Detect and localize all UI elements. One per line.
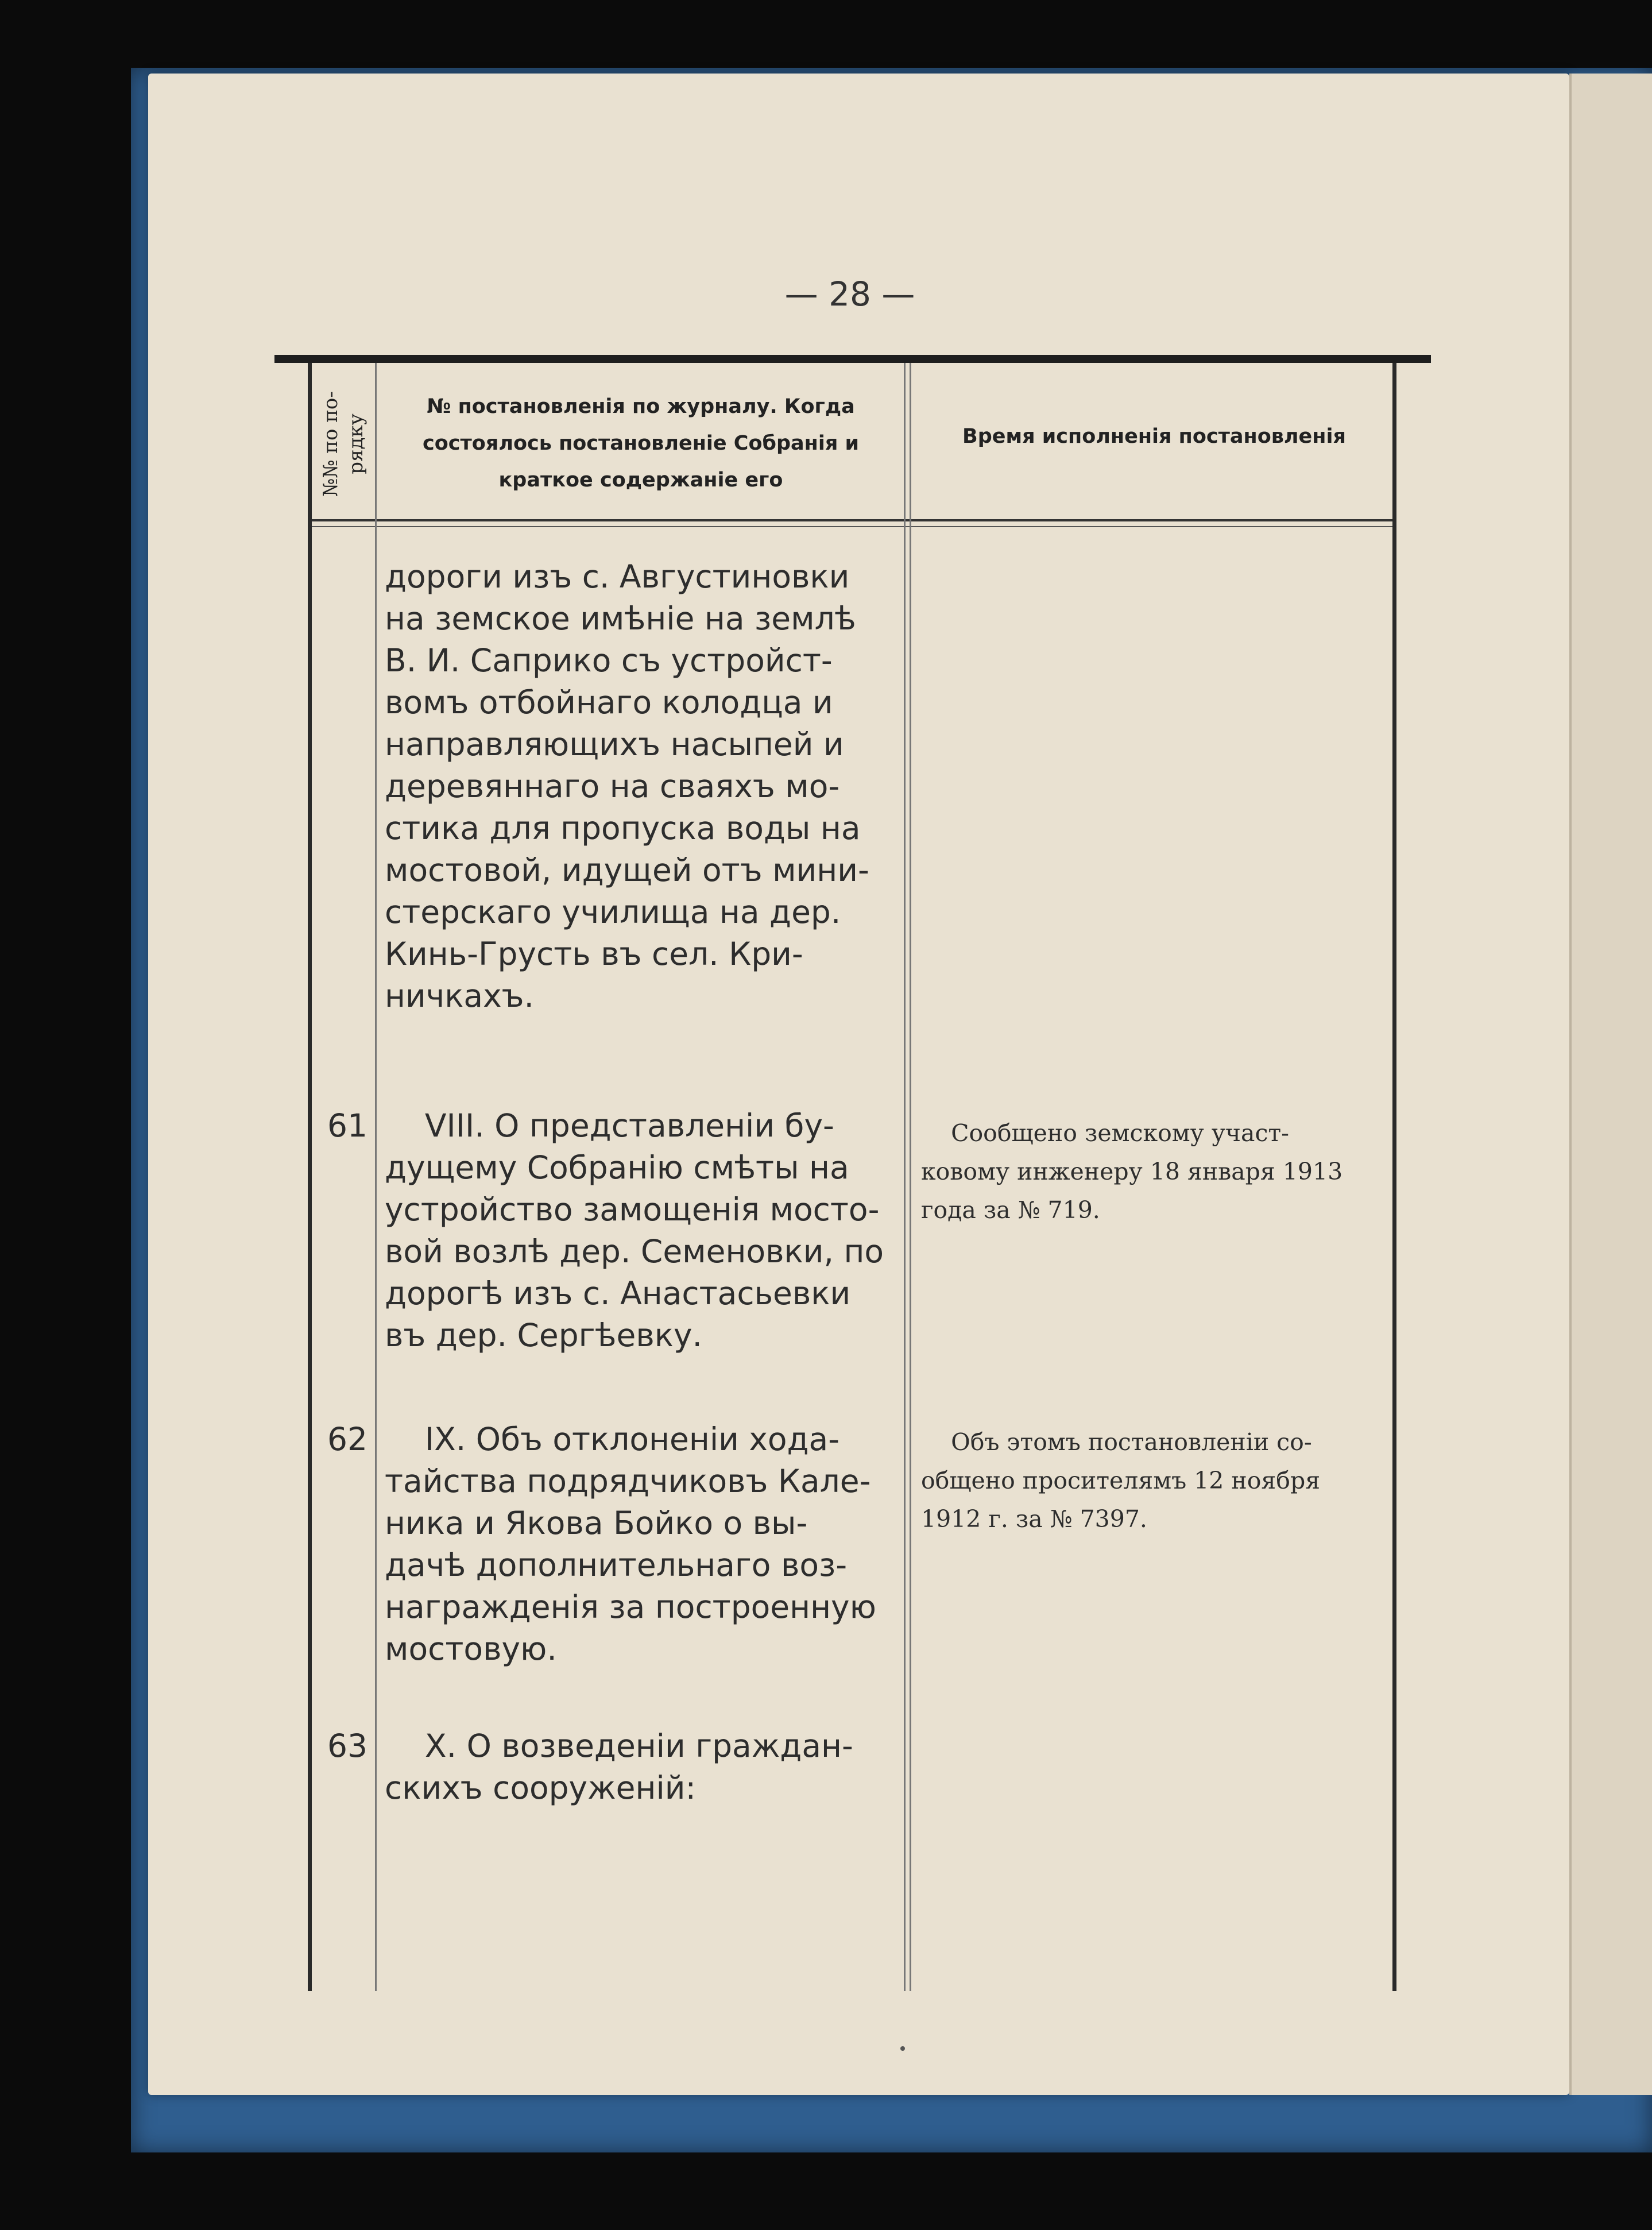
row-text-62: IX. Объ отклоненіи хода- тайства подрядчиковъ Кале- ника и Якова Бойко о вы- дачѣ дополнительнаго воз- награжденія за построенную мостовую. (385, 1421, 876, 1667)
column-divider-1 (375, 363, 377, 1991)
header-execution-time: Время исполненія постановленія (962, 425, 1346, 448)
header-bottom-rule-thin (309, 526, 1394, 527)
header-bottom-rule (309, 519, 1394, 521)
page-number: — 28 — (784, 275, 915, 314)
row-number-61: 61 (327, 1107, 367, 1144)
table-top-rule (274, 355, 1431, 363)
column-divider-2a (904, 363, 906, 1991)
continuation-text: дороги изъ с. Августиновки на земское имѣніе на землѣ В. И. Саприко съ устройст- вомъ отбойнаго колодца и направляющихъ насыпей и деревяннаго на сваяхъ мо- стика для пропуска воды на мостовой, идущей отъ мини- стерскаго училища на дер. Кинь-Грусть въ сел. Кри- ничкахъ. (385, 558, 869, 1014)
row-number-62: 62 (327, 1421, 367, 1458)
row-text-63: X. О возведеніи граждан- скихъ сооруженій: (385, 1727, 853, 1806)
header-order-number (315, 373, 372, 515)
next-page-edge (1569, 74, 1652, 2095)
table-left-border (308, 363, 312, 1991)
row-number-63: 63 (327, 1727, 367, 1764)
row-text-61: VIII. О представленіи бу- дущему Собранію смѣты на устройство замощенія мосто- вой возлѣ дер. Семеновки, по дорогѣ изъ с. Анастасьевки въ дер. Сергѣевку. (385, 1107, 884, 1354)
row-execution-62: Объ этомъ постановленіи со- общено просителямъ 12 ноября 1912 г. за № 7397. (921, 1428, 1321, 1533)
header-resolution: № постановленія по журналу. Когда состоялось постановленіе Собранія и краткое содержаніе его (422, 395, 860, 492)
header-order-number-text: №№ по по- рядку (319, 391, 367, 497)
table-right-border (1392, 363, 1396, 1991)
row-execution-61: Сообщено земскому участ- ковому инженеру 18 января 1913 года за № 719. (921, 1119, 1343, 1224)
page-speck (900, 2046, 905, 2051)
column-divider-2b (910, 363, 911, 1991)
